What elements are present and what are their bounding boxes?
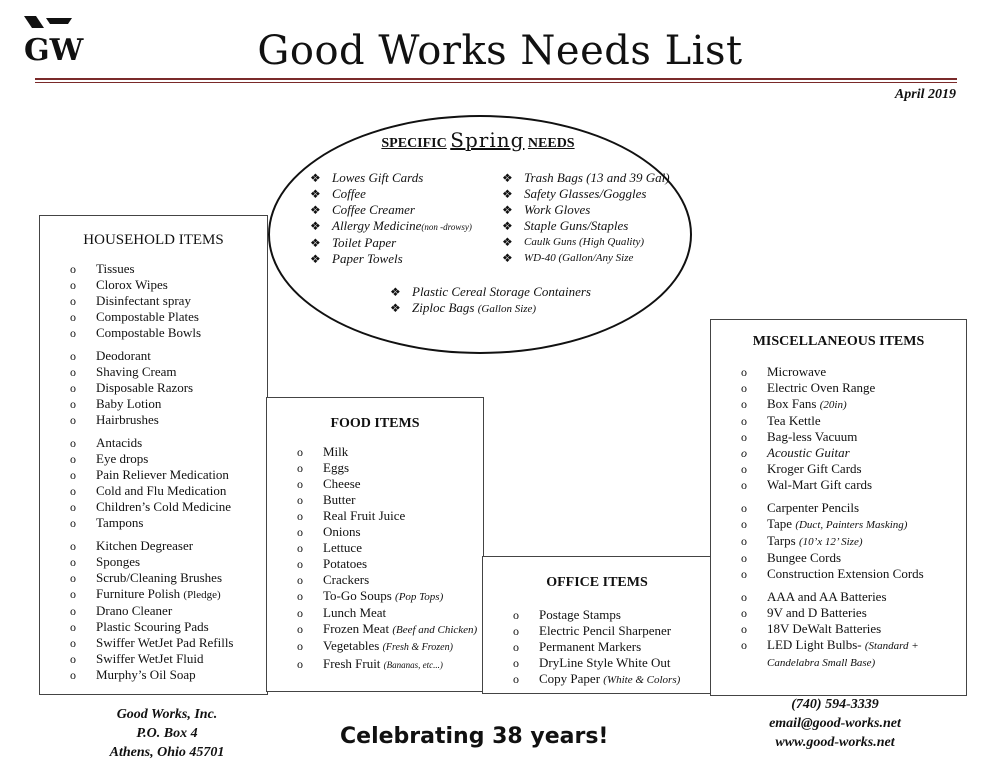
list-item: o Milk — [297, 444, 483, 460]
household-items-box — [39, 215, 268, 695]
misc-list — [741, 364, 966, 671]
list-item — [297, 638, 483, 656]
item-label: Ziploc Bags — [412, 300, 475, 315]
logo-text: GW — [24, 33, 84, 68]
list-item — [297, 621, 483, 638]
item-note: (Gallon Size) — [477, 303, 537, 315]
list-item: ❖ Coffee — [310, 186, 472, 202]
item-label: Frozen Meat — [323, 621, 390, 636]
item-label: Box Fans — [767, 396, 817, 411]
item-note: (10’x 12’ Size) — [798, 536, 863, 548]
list-item — [513, 671, 711, 688]
spring-list-right — [502, 170, 670, 266]
list-item: o Construction Extension Cords — [741, 566, 966, 582]
list-item: o Tissues — [70, 261, 267, 277]
list-item: o Lunch Meat — [297, 605, 483, 621]
list-item: o Onions — [297, 524, 483, 540]
item-label: Furniture Polish — [96, 586, 181, 601]
food-items-box — [266, 397, 484, 692]
food-list — [297, 444, 483, 673]
list-item: ❖ Lowes Gift Cards — [310, 170, 472, 186]
list-item: o Eggs — [297, 460, 483, 476]
list-item: o Baby Lotion — [70, 396, 267, 412]
list-item: ❖ Staple Guns/Staples — [502, 218, 670, 234]
list-item — [741, 533, 966, 550]
office-items-box — [482, 556, 712, 694]
list-item — [310, 218, 472, 235]
list-item: o Sponges — [70, 554, 267, 570]
item-note: (Fresh & Frozen) — [382, 642, 453, 653]
list-item — [297, 588, 483, 605]
list-item — [741, 516, 966, 533]
list-item: o Deodorant — [70, 348, 267, 364]
item-label: Allergy Medicine — [332, 218, 422, 233]
list-item: o Pain Reliever Medication — [70, 467, 267, 483]
list-item: o AAA and AA Batteries — [741, 589, 966, 605]
title-prefix: SPECIFIC — [381, 136, 447, 151]
list-item: o Eye drops — [70, 451, 267, 467]
list-item: o Disinfectant spray — [70, 293, 267, 309]
item-label: Fresh Fruit — [323, 656, 381, 671]
item-label: Copy Paper — [539, 671, 601, 686]
list-item: ❖ Plastic Cereal Storage Containers — [390, 284, 591, 300]
spring-list-left — [310, 170, 472, 267]
item-label: Tape — [767, 516, 793, 531]
list-item: o Murphy’s Oil Soap — [70, 667, 267, 683]
date-label: April 2019 — [894, 87, 956, 102]
spring-list-bottom — [390, 284, 591, 317]
item-label: To-Go Soups — [323, 588, 392, 603]
list-item: o Tea Kettle — [741, 413, 966, 429]
list-item: o Kitchen Degreaser — [70, 538, 267, 554]
list-item: o Real Fruit Juice — [297, 508, 483, 524]
list-item: o Cold and Flu Medication — [70, 483, 267, 499]
office-title: OFFICE ITEMS — [546, 575, 648, 590]
list-item: o Electric Oven Range — [741, 380, 966, 396]
item-label: Vegetables — [323, 638, 380, 653]
list-item: ❖ Coffee Creamer — [310, 202, 472, 218]
list-item: o Microwave — [741, 364, 966, 380]
list-item: o Electric Pencil Sharpener — [513, 623, 711, 639]
list-item — [741, 396, 966, 413]
city: Athens, Ohio 45701 — [109, 745, 225, 760]
household-title: HOUSEHOLD ITEMS — [83, 232, 224, 248]
spring-needs-title — [268, 128, 688, 152]
list-item: o Disposable Razors — [70, 380, 267, 396]
list-item: ❖ Trash Bags (13 and 39 Gal) — [502, 170, 670, 186]
list-item: o Tampons — [70, 515, 267, 531]
list-item: o Hairbrushes — [70, 412, 267, 428]
celebrate-text: Celebrating 38 years! — [340, 724, 609, 749]
list-item: o 18V DeWalt Batteries — [741, 621, 966, 637]
list-item — [70, 586, 267, 603]
list-item: o DryLine Style White Out — [513, 655, 711, 671]
item-label: Tarps — [767, 533, 796, 548]
list-item: o Swiffer WetJet Fluid — [70, 651, 267, 667]
list-item — [390, 300, 591, 317]
list-item: o Children’s Cold Medicine — [70, 499, 267, 515]
contact-info — [750, 695, 920, 752]
list-item: o Postage Stamps — [513, 607, 711, 623]
list-item: o Permanent Markers — [513, 639, 711, 655]
list-item: o Antacids — [70, 435, 267, 451]
list-item: o Butter — [297, 492, 483, 508]
list-item: o Compostable Plates — [70, 309, 267, 325]
item-note: (Bananas, etc...) — [383, 660, 443, 670]
org-name: Good Works, Inc. — [116, 707, 218, 722]
list-item: o Clorox Wipes — [70, 277, 267, 293]
list-item: o Drano Cleaner — [70, 603, 267, 619]
list-item: o Cheese — [297, 476, 483, 492]
item-note: (Pop Tops) — [395, 591, 444, 603]
list-item: ❖ Safety Glasses/Goggles — [502, 186, 670, 202]
item-label: LED Light Bulbs- — [767, 637, 862, 652]
list-item: ❖ Toilet Paper — [310, 235, 472, 251]
title-suffix: NEEDS — [527, 136, 575, 151]
list-item: o Scrub/Cleaning Brushes — [70, 570, 267, 586]
list-item: o Plastic Scouring Pads — [70, 619, 267, 635]
list-item — [297, 656, 483, 673]
item-note: (White & Colors) — [603, 674, 681, 686]
website-link[interactable]: www.good-works.net — [775, 735, 895, 750]
misc-title: MISCELLANEOUS ITEMS — [752, 334, 925, 349]
list-item: ❖ WD-40 (Gallon/Any Size — [502, 250, 670, 266]
email-link[interactable]: email@good-works.net — [769, 716, 901, 731]
item-note: (Pledge) — [183, 589, 221, 601]
org-address — [97, 705, 237, 762]
list-item: o Shaving Cream — [70, 364, 267, 380]
list-item: ❖ Paper Towels — [310, 251, 472, 267]
household-list — [70, 261, 267, 683]
list-item: o Lettuce — [297, 540, 483, 556]
page-title: Good Works Needs List — [257, 28, 743, 74]
item-note: (Standard + Candelabra Small Base) — [767, 640, 919, 669]
divider — [35, 78, 957, 80]
list-item: o 9V and D Batteries — [741, 605, 966, 621]
list-item: o Bag-less Vacuum — [741, 429, 966, 445]
item-note: (non -drowsy) — [421, 222, 472, 232]
list-item: o Kroger Gift Cards — [741, 461, 966, 477]
list-item: o Wal-Mart Gift cards — [741, 477, 966, 493]
title-word: Spring — [450, 128, 525, 152]
list-item: o Carpenter Pencils — [741, 500, 966, 516]
item-note: (20in) — [819, 399, 847, 411]
food-title: FOOD ITEMS — [330, 416, 420, 431]
divider — [35, 82, 957, 83]
list-item: o Compostable Bowls — [70, 325, 267, 341]
list-item: o Potatoes — [297, 556, 483, 572]
list-item: ❖ Work Gloves — [502, 202, 670, 218]
list-item: ❖ Caulk Guns (High Quality) — [502, 234, 670, 250]
list-item: o Swiffer WetJet Pad Refills — [70, 635, 267, 651]
po-box: P.O. Box 4 — [136, 726, 198, 741]
misc-items-box — [710, 319, 967, 696]
list-item: o Acoustic Guitar — [741, 445, 966, 461]
item-note: (Beef and Chicken) — [392, 624, 478, 636]
list-item — [741, 637, 966, 671]
list-item: o Bungee Cords — [741, 550, 966, 566]
phone: (740) 594-3339 — [791, 697, 879, 712]
list-item: o Crackers — [297, 572, 483, 588]
office-list — [513, 607, 711, 688]
item-note: (Duct, Painters Masking) — [795, 519, 908, 531]
